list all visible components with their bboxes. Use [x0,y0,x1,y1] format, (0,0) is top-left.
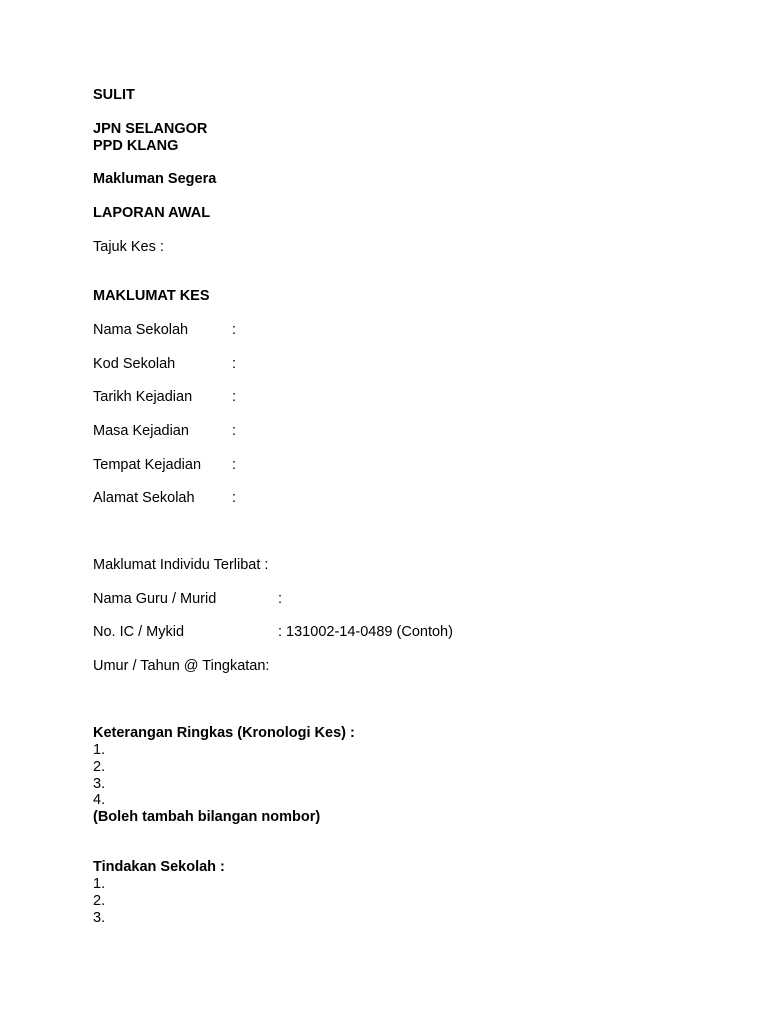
chronology-heading: Keterangan Ringkas (Kronologi Kes) : [93,725,355,741]
field-label-school-name: Nama Sekolah [93,322,189,338]
individual-ic-value: : 131002-14-0489 (Contoh) [278,624,453,640]
school-action-heading: Tindakan Sekolah : [93,859,225,875]
case-info-heading: MAKLUMAT KES [93,288,210,304]
individual-heading: Maklumat Individu Terlibat : [93,557,269,573]
field-colon-incident-place: : [232,457,237,473]
field-label-incident-time: Masa Kejadian [93,423,189,439]
field-label-school-code: Kod Sekolah [93,356,176,372]
chronology-item: 1. [93,742,106,758]
individual-name-label: Nama Guru / Murid [93,591,217,607]
field-colon-school-code: : [232,356,237,372]
field-label-incident-place: Tempat Kejadian [93,457,202,473]
chronology-note: (Boleh tambah bilangan nombor) [93,809,321,825]
department-label: JPN SELANGOR [93,121,208,137]
chronology-item: 3. [93,776,106,792]
chronology-item: 4. [93,792,106,808]
classification-label: SULIT [93,87,135,103]
individual-name-colon: : [278,591,283,607]
district-label: PPD KLANG [93,138,179,154]
field-label-school-address: Alamat Sekolah [93,490,195,506]
urgency-label: Makluman Segera [93,171,217,187]
field-colon-school-name: : [232,322,237,338]
case-title-label: Tajuk Kes : [93,239,164,255]
field-colon-incident-time: : [232,423,237,439]
school-action-item: 1. [93,876,106,892]
school-action-item: 3. [93,910,106,926]
report-type-label: LAPORAN AWAL [93,205,211,221]
individual-ic-label: No. IC / Mykid [93,624,185,640]
chronology-item: 2. [93,759,106,775]
field-colon-school-address: : [232,490,237,506]
field-label-incident-date: Tarikh Kejadian [93,389,193,405]
field-colon-incident-date: : [232,389,237,405]
individual-age-label: Umur / Tahun @ Tingkatan: [93,658,270,674]
school-action-item: 2. [93,893,106,909]
